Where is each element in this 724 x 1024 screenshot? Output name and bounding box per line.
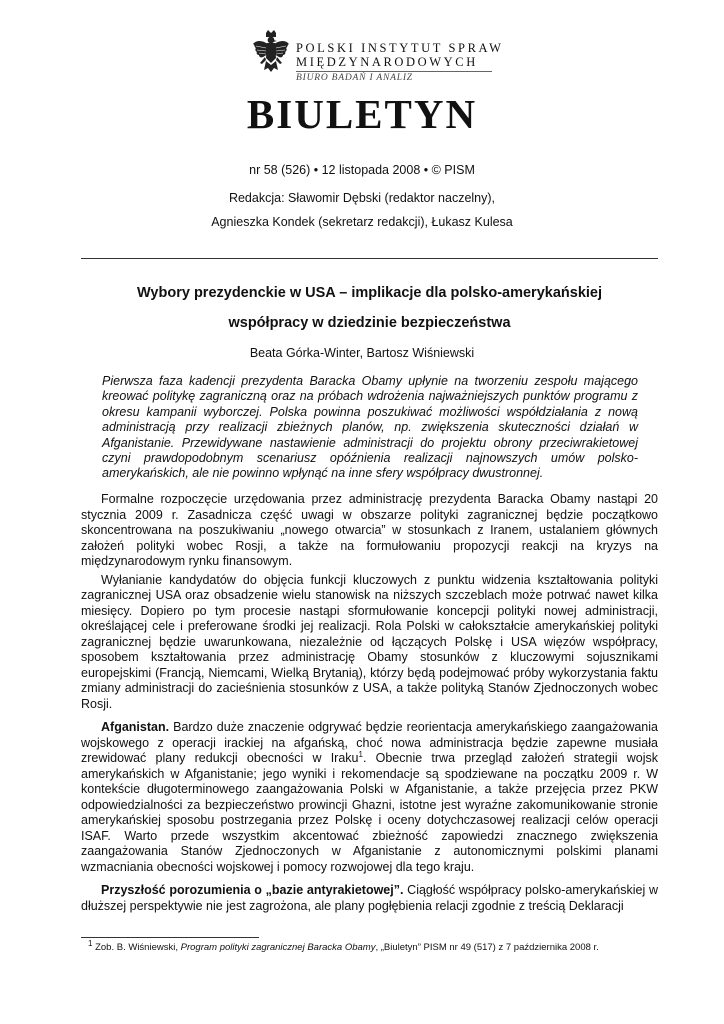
footnote-text-a: Zob. B. Wiśniewski, [92, 942, 181, 953]
article-abstract: Pierwsza faza kadencji prezydenta Baracka Obamy upłynie na tworzeniu zespołu mającego kreować politykę zagraniczną oraz na próbach wdrożenia najważniejszych punktów programu z okresu kampanii wyborczej. Polska powinna poszukiwać możliwości współdziałania z nową administracją przy realizacji zbieżnych planów, np. zwiększenia skuteczności działań w Afganistanie. Przewidywane nastawienie administracji do projektu obrony przeciwrakietowej czyni prawdopodobnym scenariusz opóźnienia realizacji najnowszych umów polsko-amerykańskich, ale nie powinno wpłynąć na inne sfery współpracy dwustronnej. [102, 374, 638, 481]
paragraph-baza [81, 883, 658, 914]
paragraph-2: Wyłanianie kandydatów do objęcia funkcji kluczowych z punktu widzenia kształtowania polityki zagranicznej USA oraz obsadzenie wielu stanowisk na niższych szczeblach może potrwać nawet kilka miesięcy. Dopiero po tym procesie nastąpi sformułowanie koncepcji polityki nowej administracji, określającej cele i preferowane środki jej realizacji. Rola Polski w całokształcie amerykańskiej polityki zagranicznej będzie uwarunkowana, niezależnie od łączących Polskę i USA więzów współpracy, sposobem kształtowania przez administrację Obamy stosunków z kluczowymi sojusznikami europejskimi (Francją, Niemcami, Wielką Brytanią), którzy będą podejmować próby wykorzystania faktu zmiany administracji do zacieśnienia stosunków z USA, a także polityką Stanów Zjednoczonych wobec Rosji. [81, 572, 658, 711]
bureau-divider [296, 71, 492, 72]
polish-eagle-icon [252, 30, 290, 78]
editorial-line-2: Agnieszka Kondek (sekretarz redakcji), Łukasz Kulesa [211, 215, 513, 229]
baza-text: Ciągłość współpracy polsko-amerykańskiej w dłuższej perspektywie nie jest zagrożona, ale plany pogłębienia relacji zgodnie z treścią Deklaracji [81, 883, 658, 913]
footnote-text-b: , „Biuletyn” PISM nr 49 (517) z 7 października 2008 r. [375, 942, 599, 953]
editorial-line-1: Redakcja: Sławomir Dębski (redaktor naczelny), [228, 191, 496, 205]
footnote-ref-1[interactable]: 1 [358, 749, 363, 759]
header-divider [81, 258, 658, 259]
article-body [81, 492, 658, 917]
institute-name-line2: MIĘDZYNARODOWYCH [296, 55, 478, 69]
article-title-line1: Wybory prezydenckie w USA – implikacje dla polsko-amerykańskiej [137, 285, 602, 301]
article-authors: Beata Górka-Winter, Bartosz Wiśniewski [249, 346, 475, 360]
footnote-marker: 1 [88, 938, 93, 948]
article-title-line2: współpracy w dziedzinie bezpieczeństwa [228, 315, 511, 331]
afganistan-text-a: Bardzo duże znaczenie odgrywać będzie reorientacja amerykańskiego zaangażowania wojskowego z operacji irackiej na afgańską, choć nowa administracja będzie zapewne musiała zrewidować plany redukcji obecności w Iraku [81, 720, 658, 765]
paragraph-1: Formalne rozpoczęcie urzędowania przez administrację prezydenta Baracka Obamy nastąpi 20 stycznia 2009 r. Zasadnicza część uwagi w obszarze polityki zagranicznej będzie początkowo skoncentrowana na poszukiwaniu „nowego otwarcia” w stosunkach z Iranem, ustalaniem głównych założeń polityki wobec Rosji, a także na formułowaniu propozycji reakcji na kryzys na międzynarodowym rynku finansowym. [81, 492, 658, 568]
footnote-divider [81, 937, 259, 938]
institute-name-line1: POLSKI INSTYTUT SPRAW [296, 41, 504, 55]
institute-logo [252, 30, 512, 90]
afganistan-text-b: . Obecnie trwa przegląd założeń strategii wojsk amerykańskich w Afganistanie; jego wyniki i rekomendacje są spodziewane na początku 2009 r. W kontekście długoterminowego zaangażowania Polski w Afganistanie, a także przejęcia przez PKW odpowiedzialności za bezpieczeństwo prowincji Ghazni, istotne jest wyraźne zakomunikowanie stronie amerykańskiej sposobu postrzegania przez Polskę i oceny dotychczasowej realizacji celów operacji ISAF. Warto przede wszystkim akcentować zbieżność zapowiedzi znacznego zwiększenia zaangażowania Stanów Zjednoczonych w Afganistanie z autonomicznymi polskimi planami wzmacniania obecności wojskowej i pomocy rozwojowej dla tego kraju. [81, 751, 658, 874]
footnote-cited-title: Program polityki zagranicznej Baracka Obamy [180, 942, 376, 953]
baza-heading: Przyszłość porozumienia o „bazie antyrakietowej”. [101, 883, 404, 897]
bureau-name: BIURO BADAŃ I ANALIZ [296, 73, 413, 83]
paragraph-afganistan [81, 720, 658, 875]
footnote-1 [88, 938, 658, 953]
afganistan-heading: Afganistan. [101, 720, 170, 734]
issue-line: nr 58 (526) • 12 listopada 2008 • © PISM [249, 163, 475, 177]
publication-title: BIULETYN [246, 91, 478, 137]
